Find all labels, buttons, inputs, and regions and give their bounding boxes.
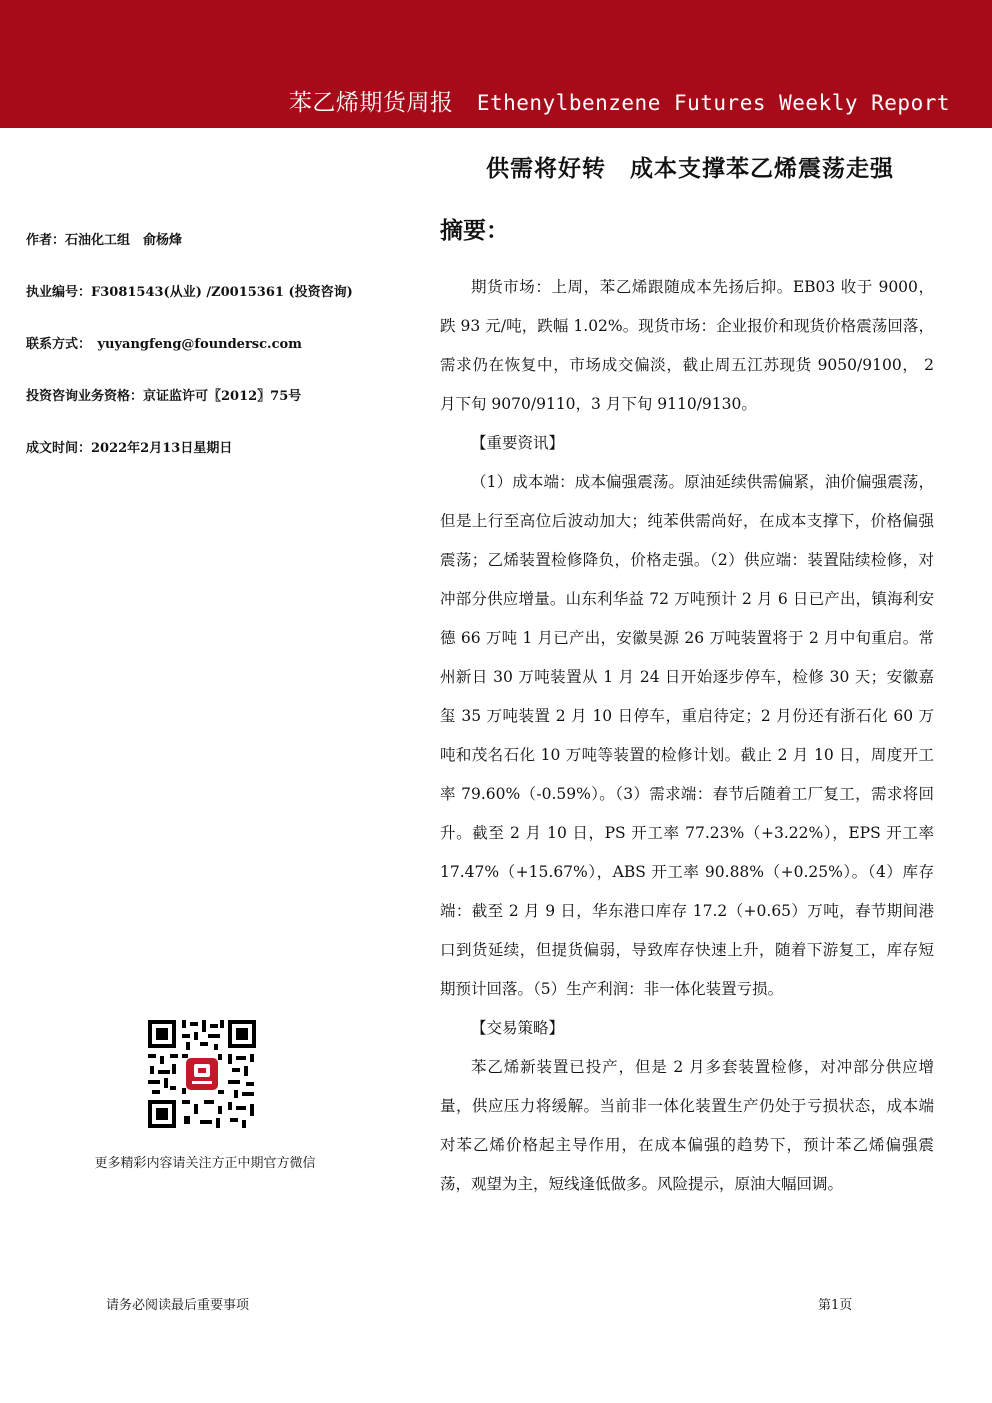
title-cn: 苯乙烯期货周报 bbox=[288, 90, 454, 116]
qualification-line: 投资咨询业务资格：京证监许可〖2012〗75号 bbox=[26, 389, 302, 404]
summary-body bbox=[440, 268, 934, 1204]
report-series-title bbox=[289, 84, 950, 117]
title-en: Ethenylbenzene Futures Weekly Report bbox=[476, 91, 950, 115]
contact-line: 联系方式： yuyangfeng@foundersc.com bbox=[26, 337, 302, 352]
author-line: 作者：石油化工组 俞杨烽 bbox=[26, 233, 183, 248]
section-heading-news: 【重要资讯】 bbox=[471, 434, 565, 452]
news-paragraph: （1）成本端：成本偏强震荡。原油延续供需偏紧，油价偏强震荡，但是上行至高位后波动加大；纯苯供需尚好，在成本支撑下，价格偏强震荡；乙烯装置检修降负，价格走强。（2）供应端：装置陆续检修，对冲部分供应增量。山东利华益 72 万吨预计 2 月 6 日已产出，镇海利安德 66 万吨 1 月已产出，安徽昊源 26 万吨装置将于 2 月中旬重启。常州新日 30 万吨装置从 1 月 24 日开始逐步停车，检修 30 天；安徽嘉玺 35 万吨装置 2 月 10 日停车，重启待定；2 月份还有浙石化 60 万吨和茂名石化 10 万吨等装置的检修计划。截止 2 月 10 日，周度开工率 79.60%（-0.59%）。（3）需求端：春节后随着工厂复工，需求将回升。截至 2 月 10 日，PS 开工率 77.23%（+3.22%），EPS 开工率 17.47%（+15.67%），ABS 开工率 90.88%（+0.25%）。（4）库存端：截至 2 月 9 日，华东港口库存 17.2（+0.65）万吨，春节期间港口到货延续，但提货偏弱，导致库存快速上升，随着下游复工，库存短期预计回落。（5）生产利润：非一体化装置亏损。 bbox=[440, 473, 934, 998]
header-banner bbox=[0, 0, 992, 128]
section-heading-strategy: 【交易策略】 bbox=[471, 1019, 565, 1037]
summary-heading: 摘要： bbox=[440, 217, 509, 244]
author-info bbox=[26, 230, 426, 490]
date-line: 成文时间：2022年2月13日星期日 bbox=[26, 441, 233, 456]
strategy-paragraph: 苯乙烯新装置已投产，但是 2 月多套装置检修，对冲部分供应增量，供应压力将缓解。当前非一体化装置生产仍处于亏损状态，成本端对苯乙烯价格起主导作用，在成本偏强的趋势下，预计苯乙烯偏强震荡，观望为主，短线逢低做多。风险提示，原油大幅回调。 bbox=[440, 1058, 934, 1193]
report-title: 供需将好转 成本支撑苯乙烯震荡走强 bbox=[486, 155, 894, 182]
footer-notice: 请务必阅读最后重要事项 bbox=[106, 1298, 250, 1313]
license-line: 执业编号：F3081543(从业) /Z0015361 (投资咨询) bbox=[26, 285, 353, 300]
wechat-qr-code bbox=[146, 1018, 258, 1130]
market-paragraph: 期货市场：上周，苯乙烯跟随成本先扬后抑。EB03 收于 9000，跌 93 元/吨，跌幅 1.02%。现货市场：企业报价和现货价格震荡回落，需求仍在恢复中，市场成交偏淡，截止周五江苏现货 9050/9100， 2 月下旬 9070/9110，3 月下旬 9110/9130。 bbox=[440, 278, 934, 413]
page-number: 第1页 bbox=[818, 1298, 853, 1313]
qr-caption: 更多精彩内容请关注方正中期官方微信 bbox=[94, 1156, 316, 1171]
